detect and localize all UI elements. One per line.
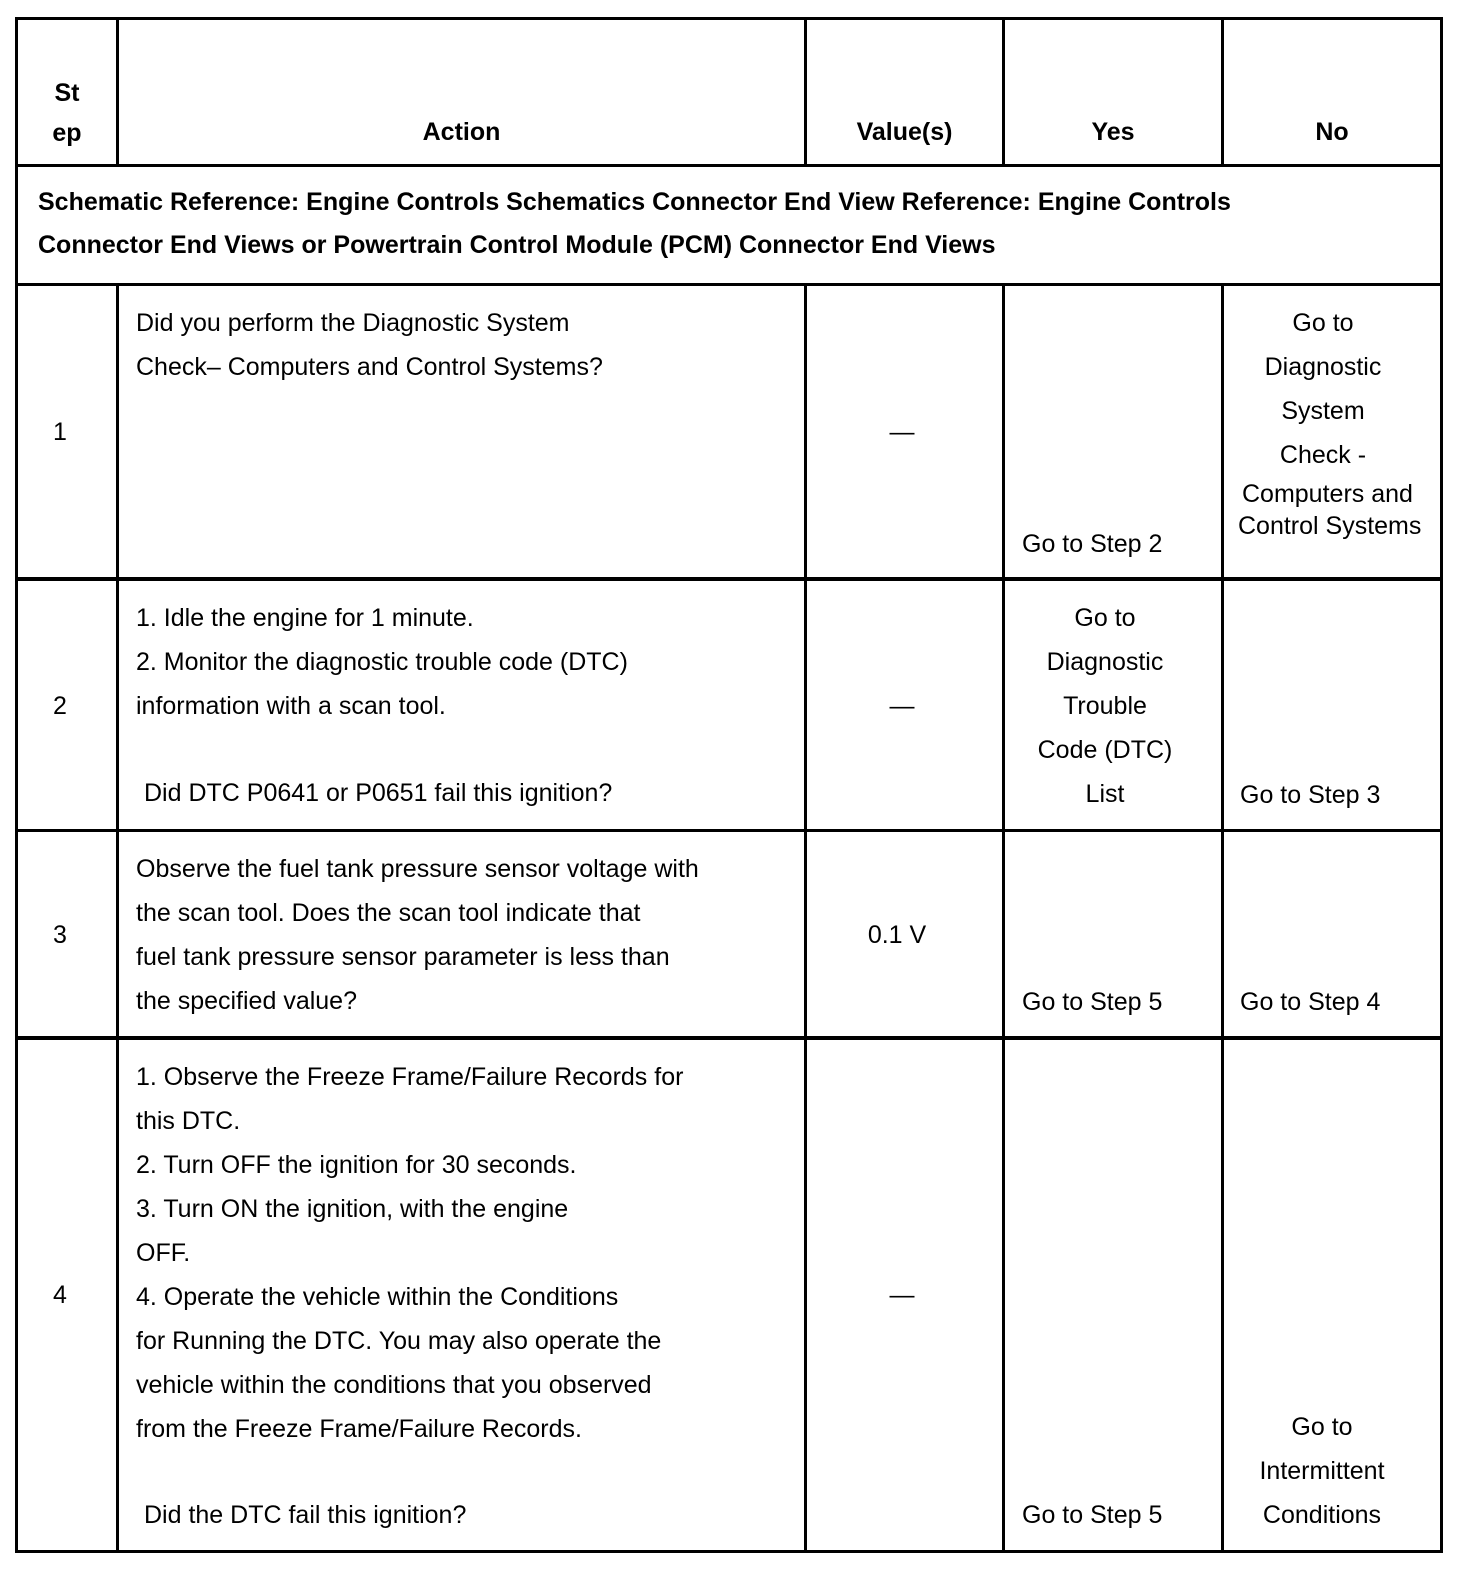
no-line: Computers and — [1242, 480, 1413, 508]
yes-line: Trouble — [1063, 692, 1147, 720]
action-line: 4. Operate the vehicle within the Conditions — [136, 1283, 619, 1311]
action-line: 3. Turn ON the ignition, with the engine — [136, 1195, 569, 1223]
header-no: No — [1315, 118, 1349, 146]
no-line: Conditions — [1262, 1501, 1382, 1529]
row-divider — [15, 283, 1443, 286]
table-border-right — [1440, 17, 1443, 1553]
action-line: for Running the DTC. You may also operate the — [136, 1327, 662, 1355]
action-text — [136, 847, 796, 1023]
action-text — [136, 301, 796, 389]
header-step-line2: ep — [52, 119, 82, 147]
step-number: 3 — [53, 921, 67, 949]
yes-line: Diagnostic — [1046, 648, 1164, 676]
value-cell: — — [889, 692, 915, 720]
action-line: 2. Monitor the diagnostic trouble code (DTC) — [136, 648, 628, 676]
action-line: from the Freeze Frame/Failure Records. — [136, 1415, 582, 1443]
schematic-reference-line1: Schematic Reference: Engine Controls Schematics Connector End View Reference: Engine Controls — [38, 188, 1231, 216]
schematic-reference-line2: Connector End Views or Powertrain Control Module (PCM) Connector End Views — [38, 231, 996, 259]
action-line: Did you perform the Diagnostic System — [136, 309, 570, 337]
action-line: Check– Computers and Control Systems? — [136, 353, 603, 381]
action-line: the specified value? — [136, 987, 357, 1015]
yes-line: Go to — [1074, 604, 1136, 632]
action-question: Did DTC P0641 or P0651 fail this ignition? — [144, 779, 613, 807]
action-line: OFF. — [136, 1239, 191, 1267]
header-yes: Yes — [1091, 118, 1135, 146]
yes-line: List — [1085, 780, 1125, 808]
no-link[interactable]: Go to Step 3 — [1240, 781, 1381, 809]
action-question: Did the DTC fail this ignition? — [144, 1501, 467, 1529]
action-text — [136, 596, 796, 728]
row-divider — [15, 1036, 1443, 1040]
no-line: Intermittent — [1259, 1457, 1385, 1485]
action-text — [136, 1055, 796, 1451]
yes-link[interactable]: Go to Step 2 — [1022, 530, 1163, 558]
step-number: 1 — [53, 418, 67, 446]
action-line: 2. Turn OFF the ignition for 30 seconds. — [136, 1151, 577, 1179]
action-line: fuel tank pressure sensor parameter is less than — [136, 943, 670, 971]
row-divider — [15, 164, 1443, 167]
yes-link[interactable]: Go to Step 5 — [1022, 1501, 1163, 1529]
action-line: information with a scan tool. — [136, 692, 446, 720]
column-divider — [1002, 283, 1005, 1553]
table-border-top — [15, 17, 1443, 20]
action-line: this DTC. — [136, 1107, 241, 1135]
row-divider — [15, 577, 1443, 581]
no-link[interactable] — [1224, 301, 1422, 541]
no-line: System — [1281, 397, 1365, 425]
no-line: Go to — [1292, 309, 1354, 337]
action-line: vehicle within the conditions that you observed — [136, 1371, 652, 1399]
table-border-bottom — [15, 1550, 1443, 1553]
yes-link[interactable]: Go to Step 5 — [1022, 988, 1163, 1016]
no-line: Go to — [1291, 1413, 1353, 1441]
table-border-left — [15, 17, 18, 1553]
action-line: the scan tool. Does the scan tool indicate that — [136, 899, 641, 927]
yes-link[interactable] — [1005, 596, 1205, 816]
step-number: 2 — [53, 692, 67, 720]
yes-line: Code (DTC) — [1037, 736, 1173, 764]
value-cell: — — [889, 1281, 915, 1309]
header-action: Action — [422, 118, 501, 146]
action-line: Observe the fuel tank pressure sensor voltage with — [136, 855, 699, 883]
no-line: Control Systems — [1238, 512, 1422, 540]
header-step — [18, 73, 116, 153]
value-cell: 0.1 V — [867, 921, 927, 949]
no-link[interactable] — [1224, 1405, 1420, 1537]
action-line: 1. Observe the Freeze Frame/Failure Records for — [136, 1063, 684, 1091]
header-values: Value(s) — [856, 118, 953, 146]
column-divider — [116, 283, 119, 1553]
row-divider — [15, 829, 1443, 832]
action-line: 1. Idle the engine for 1 minute. — [136, 604, 474, 632]
step-number: 4 — [53, 1281, 67, 1309]
no-line: Diagnostic — [1264, 353, 1382, 381]
value-cell: — — [889, 418, 915, 446]
no-link[interactable]: Go to Step 4 — [1240, 988, 1381, 1016]
no-line: Check - — [1279, 441, 1367, 469]
header-step-line1: St — [54, 79, 80, 107]
